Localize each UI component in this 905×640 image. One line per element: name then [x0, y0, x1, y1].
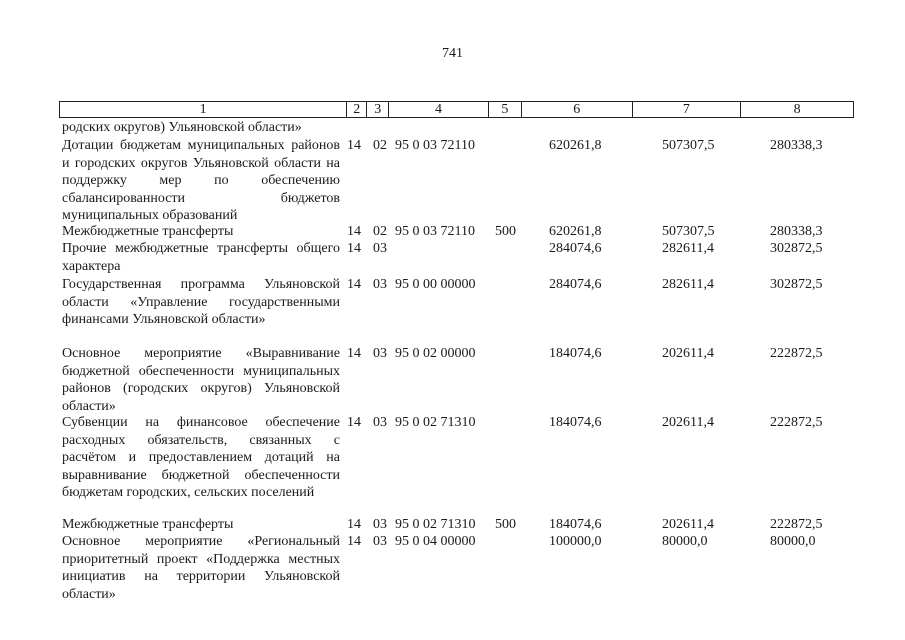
row-amount-1: 284074,6	[549, 277, 602, 292]
row-target-code: 95 0 02 71310	[395, 517, 476, 532]
row-name: Основное мероприятие «Региональный приоритетный проект «Поддержка местных инициатив на территории Ульяновской области»	[62, 534, 340, 602]
row-amount-3: 222872,5	[770, 415, 823, 430]
row-name: Субвенции на финансовое обеспечение расходных обязательств, связанных с расчётом и предоставлением дотаций на выравнивание бюджетной обеспеченности бюджетам городских, сельских поселений	[62, 415, 340, 501]
row-amount-2: 202611,4	[662, 415, 714, 430]
row-subsection: 03	[373, 277, 387, 292]
row-amount-2: 282611,4	[662, 241, 714, 256]
row-section: 14	[347, 224, 361, 239]
row-amount-2: 202611,4	[662, 517, 714, 532]
row-target-code: 95 0 04 00000	[395, 534, 476, 549]
row-amount-1: 284074,6	[549, 241, 602, 256]
row-name: Прочие межбюджетные трансферты общего характера	[62, 241, 340, 274]
row-section: 14	[347, 241, 361, 256]
row-target-code: 95 0 00 00000	[395, 277, 476, 292]
row-target-code: 95 0 03 72110	[395, 224, 475, 239]
row-target-code: 95 0 02 00000	[395, 346, 476, 361]
row-amount-2: 282611,4	[662, 277, 714, 292]
row-subsection: 03	[373, 415, 387, 430]
row-amount-3: 302872,5	[770, 277, 823, 292]
row-subsection: 02	[373, 224, 387, 239]
row-subsection: 03	[373, 241, 387, 256]
row-expense-type: 500	[495, 517, 516, 532]
row-amount-1: 184074,6	[549, 346, 602, 361]
row-amount-1: 620261,8	[549, 138, 602, 153]
column-header-6: 6	[522, 102, 633, 117]
row-name: Дотации бюджетам муниципальных районов и городских округов Ульяновской области на поддержку мер по обеспечению сбалансированности бюджетов муниципальных образований	[62, 138, 340, 224]
row-amount-3: 222872,5	[770, 346, 823, 361]
row-amount-2: 507307,5	[662, 138, 715, 153]
row-amount-1: 184074,6	[549, 517, 602, 532]
column-header-4: 4	[389, 102, 489, 117]
column-header-8: 8	[793, 102, 801, 117]
row-amount-3: 280338,3	[770, 224, 823, 239]
row-amount-2: 202611,4	[662, 346, 714, 361]
row-target-code: 95 0 03 72110	[395, 138, 475, 153]
row-amount-3: 80000,0	[770, 534, 816, 549]
row-subsection: 03	[373, 534, 387, 549]
page-number: 741	[442, 46, 463, 61]
row-amount-3: 280338,3	[770, 138, 823, 153]
row-section: 14	[347, 346, 361, 361]
column-header-2: 2	[347, 102, 367, 117]
column-header-5: 5	[489, 102, 522, 117]
row-subsection: 02	[373, 138, 387, 153]
row-name: родских округов) Ульяновской области»	[62, 120, 302, 135]
row-amount-1: 184074,6	[549, 415, 602, 430]
row-section: 14	[347, 277, 361, 292]
row-target-code: 95 0 02 71310	[395, 415, 476, 430]
row-amount-3: 222872,5	[770, 517, 823, 532]
row-amount-1: 100000,0	[549, 534, 602, 549]
row-name: Межбюджетные трансферты	[62, 224, 234, 239]
column-header-3: 3	[367, 102, 389, 117]
row-subsection: 03	[373, 346, 387, 361]
row-expense-type: 500	[495, 224, 516, 239]
row-section: 14	[347, 534, 361, 549]
column-header-7: 7	[633, 102, 742, 117]
row-section: 14	[347, 517, 361, 532]
row-amount-2: 80000,0	[662, 534, 708, 549]
row-section: 14	[347, 415, 361, 430]
row-amount-3: 302872,5	[770, 241, 823, 256]
table-header	[59, 101, 854, 118]
row-amount-2: 507307,5	[662, 224, 715, 239]
row-amount-1: 620261,8	[549, 224, 602, 239]
row-subsection: 03	[373, 517, 387, 532]
row-name: Основное мероприятие «Выравнивание бюджетной обеспеченности муниципальных районов (городских округов) Ульяновской области»	[62, 346, 340, 414]
row-name: Межбюджетные трансферты	[62, 517, 234, 532]
row-section: 14	[347, 138, 361, 153]
column-header-1: 1	[60, 102, 347, 117]
row-name: Государственная программа Ульяновской области «Управление государственными финансами Ульяновской области»	[62, 277, 340, 328]
